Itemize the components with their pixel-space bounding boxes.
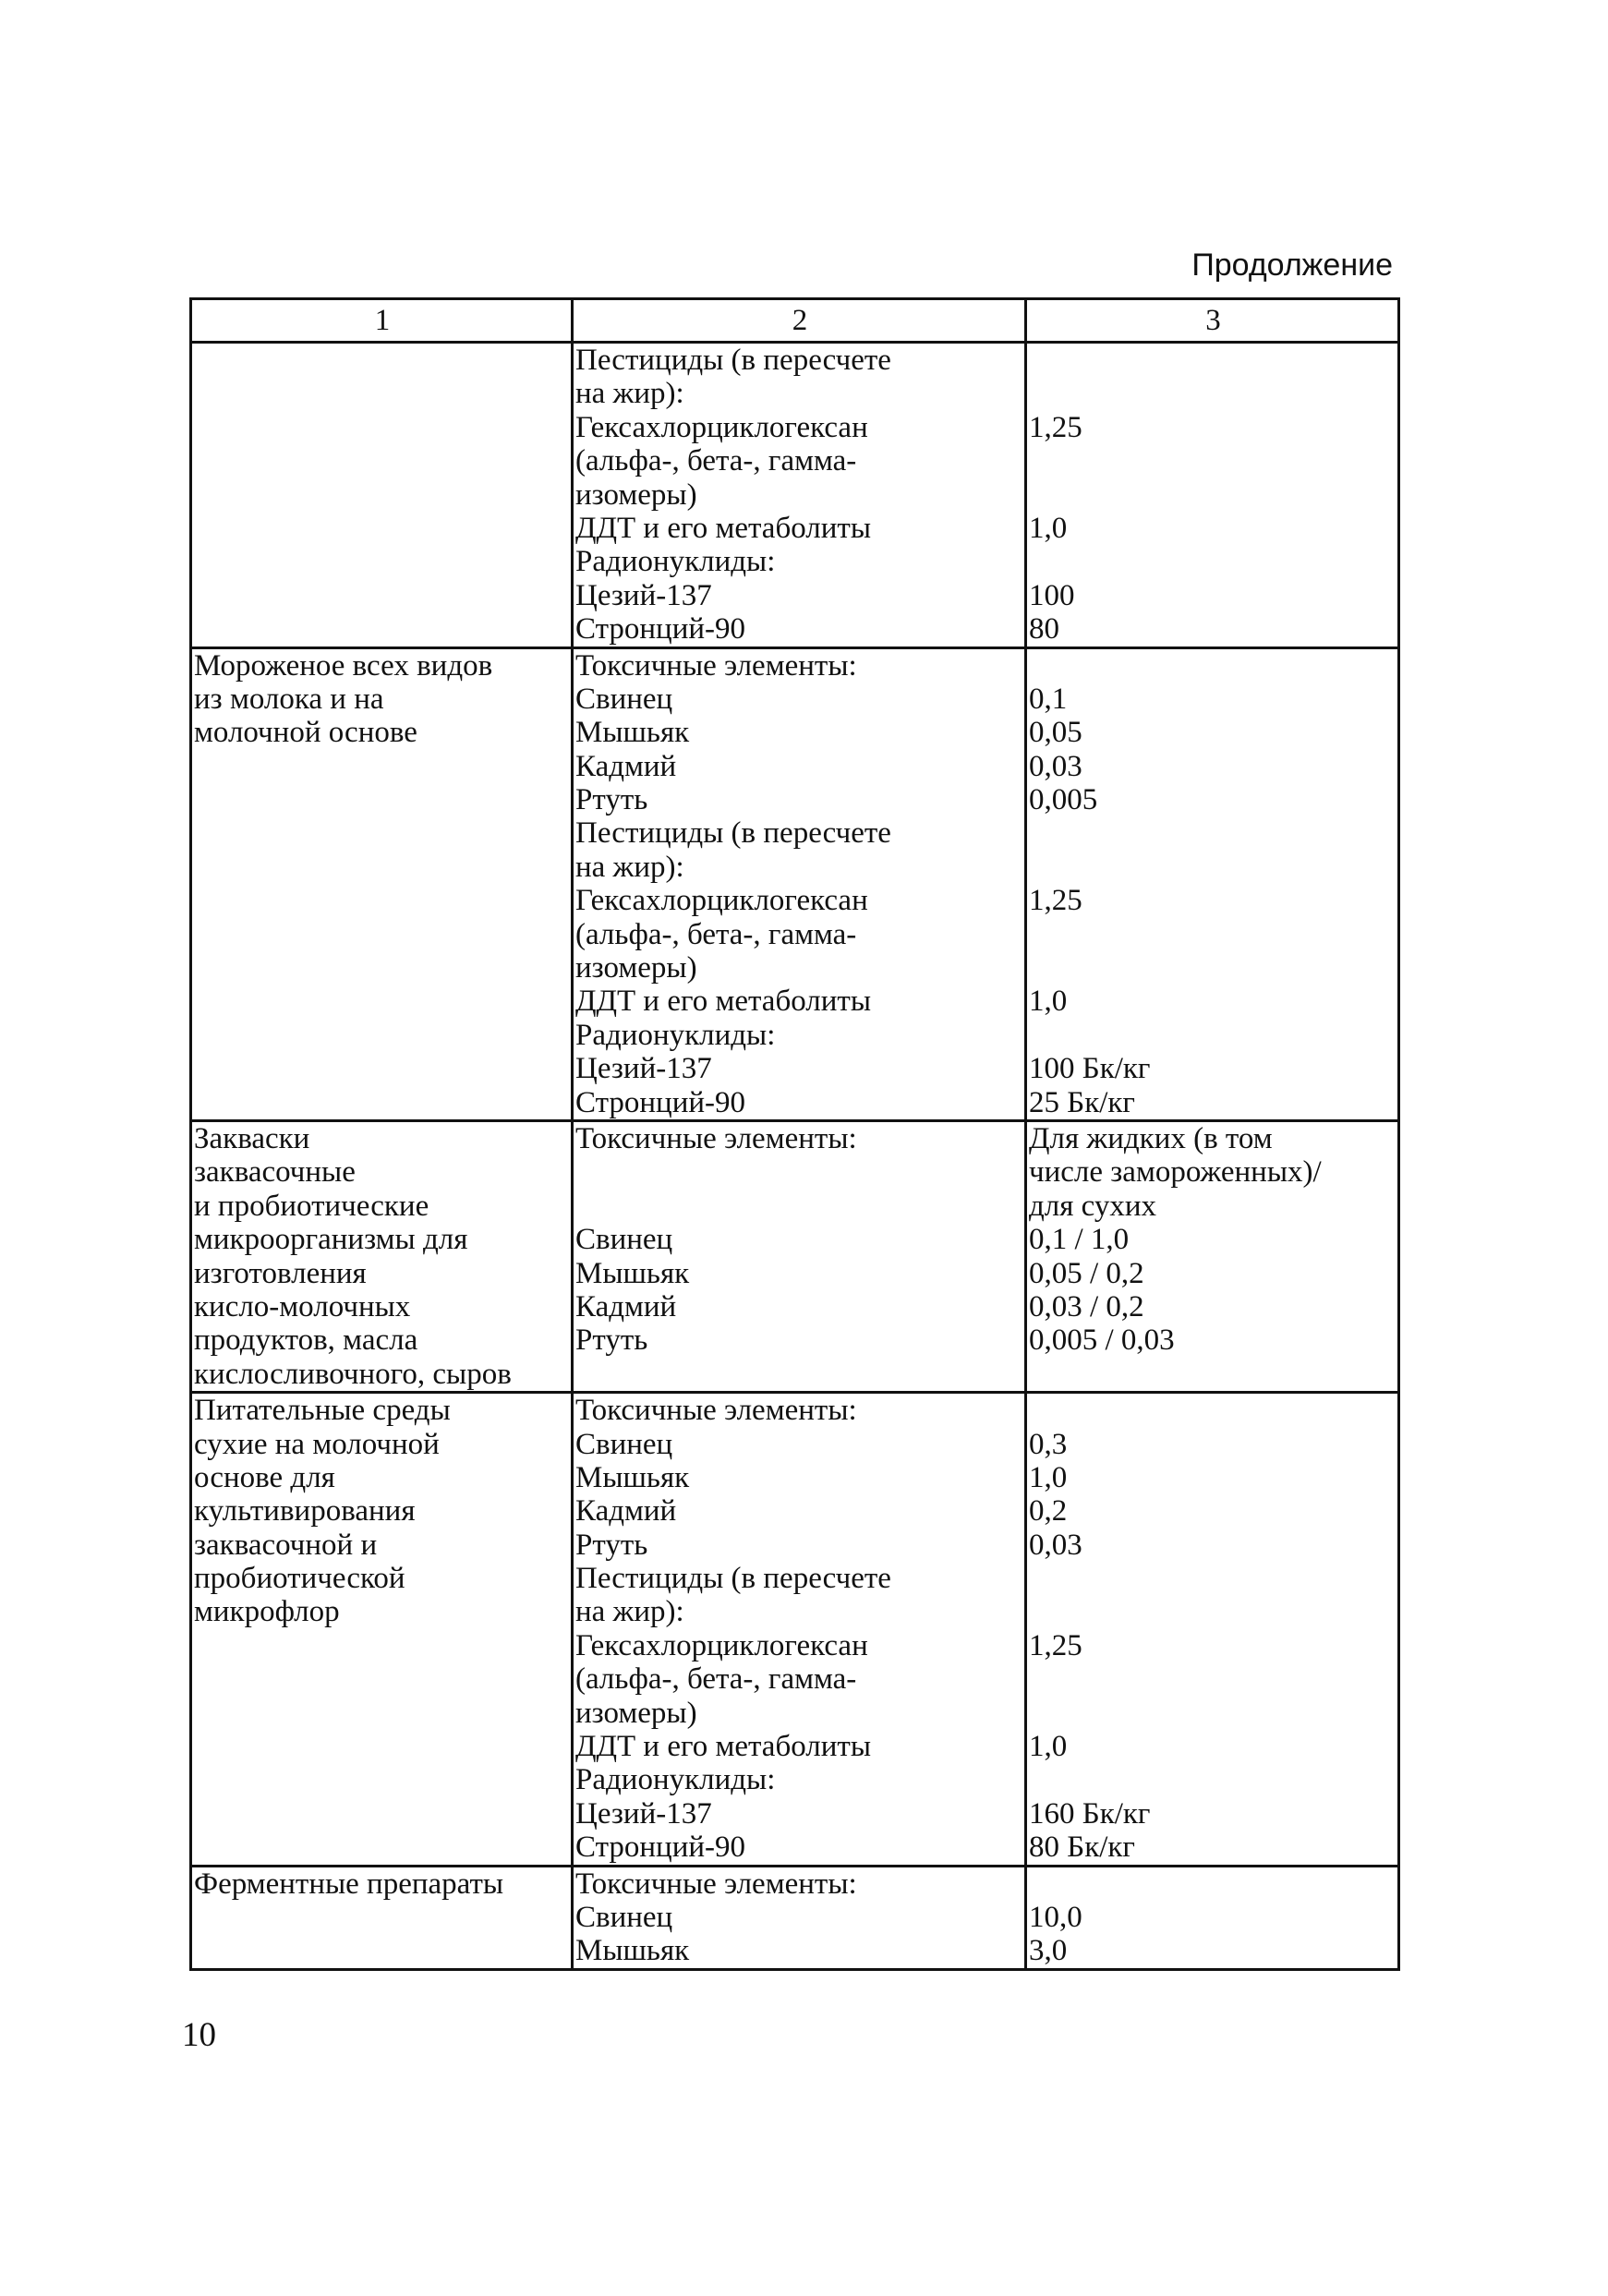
cell-line: Радионуклиды: xyxy=(575,545,776,579)
table-row xyxy=(191,647,1399,1120)
cell-line: 10,0 xyxy=(1029,1900,1082,1934)
cell-line: 1,0 xyxy=(1029,511,1068,545)
cell-line: 0,05 xyxy=(1029,716,1082,750)
cell-line xyxy=(1029,649,1397,683)
cell-line: 1,25 xyxy=(1029,1628,1082,1662)
cell-line: изготовления xyxy=(194,1256,367,1290)
cell-line: Радионуклиды: xyxy=(575,1018,776,1052)
indicator-cell xyxy=(573,343,1026,648)
cell-line: Свинец xyxy=(575,682,673,716)
cell-line: 160 Бк/кг xyxy=(1029,1796,1151,1831)
cell-line: Мышьяк xyxy=(575,1460,690,1494)
cell-line: Пестициды (в пересчете xyxy=(575,344,891,377)
cell-line: 0,03 / 0,2 xyxy=(1029,1289,1144,1323)
cell-line: Мышьяк xyxy=(575,716,690,750)
table-header xyxy=(191,299,1399,343)
cell-line: из молока и на xyxy=(194,682,384,716)
cell-line: 1,0 xyxy=(1029,1730,1068,1764)
indicator-cell xyxy=(573,647,1026,1120)
cell-line: заквасочные xyxy=(194,1155,356,1190)
cell-line: изомеры) xyxy=(575,951,697,985)
cell-line: Ртуть xyxy=(575,1528,648,1562)
cell-line: Гексахлорциклогексан xyxy=(575,1628,868,1662)
cell-line xyxy=(1029,816,1397,850)
cell-line xyxy=(1029,377,1397,410)
cell-line: Цезий-137 xyxy=(575,578,712,612)
product-cell xyxy=(191,343,573,648)
cell-line xyxy=(1029,918,1397,951)
value-cell xyxy=(1026,1120,1399,1392)
cell-line: основе для xyxy=(194,1460,335,1494)
cell-line xyxy=(1029,1662,1397,1696)
cell-line: сухие на молочной xyxy=(194,1427,440,1461)
cell-line: кисло-молочных xyxy=(194,1289,411,1323)
cell-line: Мышьяк xyxy=(575,1256,690,1290)
cell-line: Цезий-137 xyxy=(575,1796,712,1831)
cell-line: 80 xyxy=(1029,612,1059,647)
cell-line xyxy=(1029,951,1397,985)
cell-line: 3,0 xyxy=(1029,1934,1068,1968)
cell-line: 0,2 xyxy=(1029,1494,1068,1529)
table-continuation-caption: Продолжение xyxy=(1191,248,1393,283)
cell-line: Мороженое всех видов xyxy=(194,648,493,683)
cell-line: Токсичные элементы: xyxy=(575,1867,857,1901)
header-row xyxy=(191,299,1399,343)
cell-line: 100 xyxy=(1029,578,1075,612)
cell-line xyxy=(1029,444,1397,477)
table-body xyxy=(191,343,1399,1970)
cell-line: молочной основе xyxy=(194,716,417,750)
cell-line: 0,05 / 0,2 xyxy=(1029,1256,1144,1290)
cell-line: Закваски xyxy=(194,1121,310,1155)
cell-line: (альфа-, бета-, гамма- xyxy=(575,444,857,478)
cell-line: на жир): xyxy=(575,1595,684,1629)
cell-line: Стронций-90 xyxy=(575,1085,746,1119)
cell-line: культивирования xyxy=(194,1494,416,1529)
cell-line: Гексахлорциклогексан xyxy=(575,410,868,444)
indicator-cell xyxy=(573,1866,1026,1969)
cell-line: ДДТ и его метаболиты xyxy=(575,511,872,545)
cell-line xyxy=(1029,1867,1397,1901)
cell-line xyxy=(575,1155,1024,1189)
cell-line: Свинец xyxy=(575,1223,673,1257)
cell-line: Свинец xyxy=(575,1427,673,1461)
cell-line: Ртуть xyxy=(575,1323,648,1358)
cell-line: 1,25 xyxy=(1029,884,1082,918)
cell-line xyxy=(1029,545,1397,578)
cell-line: Стронций-90 xyxy=(575,1831,746,1865)
cell-line: ДДТ и его метаболиты xyxy=(575,1730,872,1764)
product-cell xyxy=(191,647,573,1120)
column-header-1: 1 xyxy=(191,299,573,343)
value-cell xyxy=(1026,647,1399,1120)
cell-line: Гексахлорциклогексан xyxy=(575,884,868,918)
cell-line xyxy=(1029,344,1397,377)
cell-line xyxy=(575,1190,1024,1223)
value-cell xyxy=(1026,1866,1399,1969)
cell-line: числе замороженных)/ xyxy=(1029,1155,1322,1190)
cell-line: 0,005 xyxy=(1029,783,1098,817)
cell-line: Радионуклиды: xyxy=(575,1763,776,1797)
cell-line: Пестициды (в пересчете xyxy=(575,816,891,851)
cell-line: микроорганизмы для xyxy=(194,1223,468,1257)
cell-line: 1,0 xyxy=(1029,985,1068,1019)
cell-line: 0,3 xyxy=(1029,1427,1068,1461)
cell-line: Пестициды (в пересчете xyxy=(575,1562,891,1596)
cell-line xyxy=(1029,1763,1397,1796)
cell-line: Токсичные элементы: xyxy=(575,1121,857,1155)
cell-line: Токсичные элементы: xyxy=(575,1394,857,1428)
cell-line: Цезий-137 xyxy=(575,1052,712,1086)
indicator-cell xyxy=(573,1120,1026,1392)
cell-line: Ртуть xyxy=(575,783,648,817)
cell-line: 100 Бк/кг xyxy=(1029,1052,1151,1086)
column-header-2: 2 xyxy=(573,299,1026,343)
value-cell xyxy=(1026,343,1399,648)
cell-line: Ферментные препараты xyxy=(194,1867,504,1901)
page-number: 10 xyxy=(182,2016,216,2054)
cell-line xyxy=(575,1358,1024,1391)
cell-line xyxy=(1029,1595,1397,1628)
cell-line: Мышьяк xyxy=(575,1934,690,1968)
cell-line: Токсичные элементы: xyxy=(575,648,857,683)
cell-line xyxy=(1029,1394,1397,1427)
cell-line: 25 Бк/кг xyxy=(1029,1085,1135,1119)
cell-line: кислосливочного, сыров xyxy=(194,1357,512,1391)
cell-line: 0,03 xyxy=(1029,749,1082,783)
cell-line: 0,1 xyxy=(1029,682,1068,716)
cell-line: Питательные среды xyxy=(194,1394,451,1428)
cell-line xyxy=(1029,1562,1397,1595)
cell-line xyxy=(1029,478,1397,512)
cell-line xyxy=(1029,851,1397,884)
table-row xyxy=(191,1866,1399,1969)
cell-line xyxy=(1029,1697,1397,1730)
cell-line: 1,0 xyxy=(1029,1460,1068,1494)
cell-line: Кадмий xyxy=(575,1494,677,1529)
cell-line: микрофлор xyxy=(194,1595,340,1629)
table-row xyxy=(191,1393,1399,1866)
cell-line: изомеры) xyxy=(575,477,697,512)
cell-line: для сухих xyxy=(1029,1189,1157,1223)
cell-line: изомеры) xyxy=(575,1696,697,1730)
indicator-cell xyxy=(573,1393,1026,1866)
cell-line: 0,005 / 0,03 xyxy=(1029,1323,1175,1358)
cell-line: Кадмий xyxy=(575,1289,677,1323)
table-row xyxy=(191,343,1399,648)
cell-line: 0,03 xyxy=(1029,1528,1082,1562)
cell-line: Для жидких (в том xyxy=(1029,1121,1273,1155)
data-table xyxy=(189,297,1400,1971)
cell-line xyxy=(1029,1019,1397,1052)
cell-line: заквасочной и xyxy=(194,1528,378,1562)
cell-line: и пробиотические xyxy=(194,1189,429,1223)
table-row xyxy=(191,1120,1399,1392)
cell-line: Свинец xyxy=(575,1900,673,1934)
product-cell xyxy=(191,1120,573,1392)
cell-line: продуктов, масла xyxy=(194,1323,418,1358)
cell-line xyxy=(1029,1358,1397,1391)
cell-line: 1,25 xyxy=(1029,410,1082,444)
product-cell xyxy=(191,1393,573,1866)
cell-line: ДДТ и его метаболиты xyxy=(575,985,872,1019)
column-header-3: 3 xyxy=(1026,299,1399,343)
cell-line: Стронций-90 xyxy=(575,612,746,647)
cell-line: на жир): xyxy=(575,377,684,411)
cell-line: (альфа-, бета-, гамма- xyxy=(575,917,857,951)
cell-line: 80 Бк/кг xyxy=(1029,1831,1135,1865)
cell-line: на жир): xyxy=(575,850,684,884)
cell-line: пробиотической xyxy=(194,1562,405,1596)
cell-line: 0,1 / 1,0 xyxy=(1029,1223,1130,1257)
cell-line: (альфа-, бета-, гамма- xyxy=(575,1662,857,1697)
product-cell xyxy=(191,1866,573,1969)
value-cell xyxy=(1026,1393,1399,1866)
cell-line: Кадмий xyxy=(575,749,677,783)
